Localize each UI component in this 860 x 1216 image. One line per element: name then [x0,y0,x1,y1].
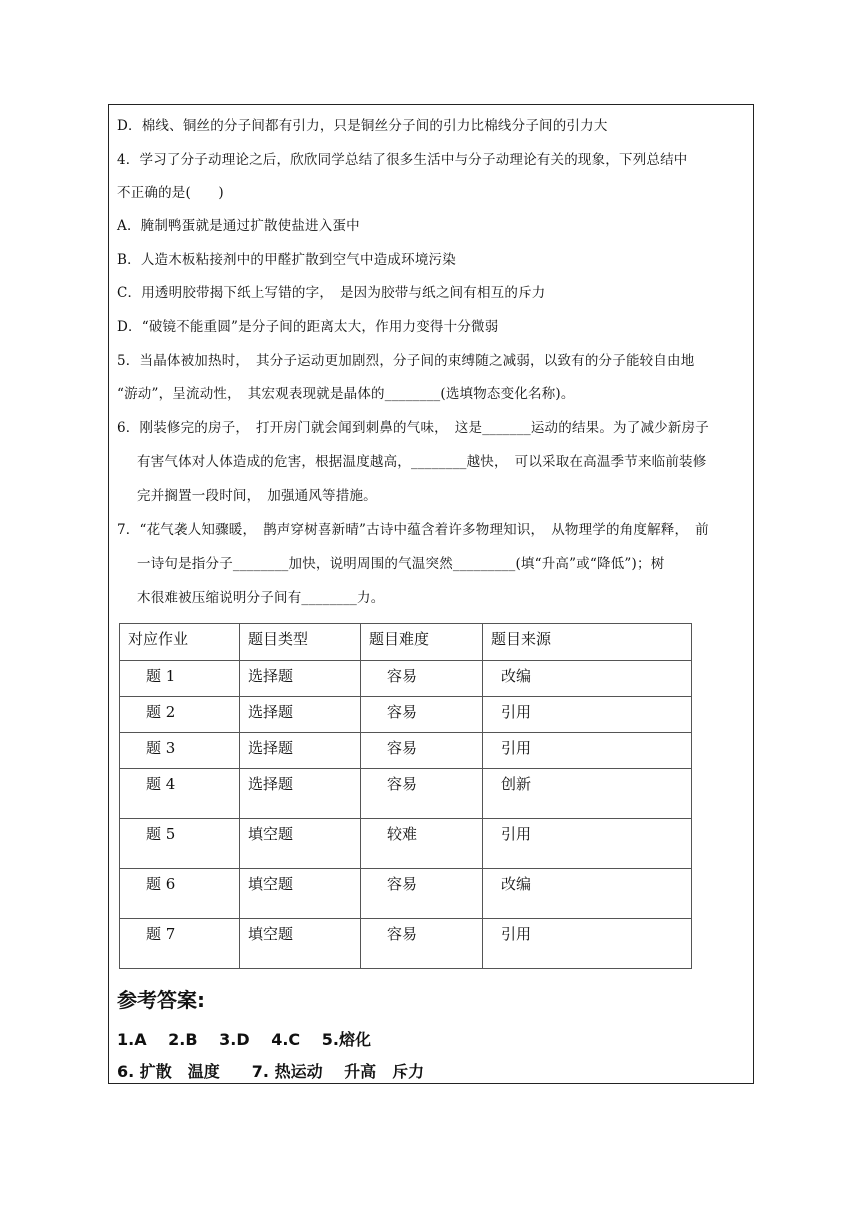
option-4a: A．腌制鸭蛋就是通过扩散使盐进入蛋中 [117,218,360,234]
table-cell: 引用 [483,819,692,869]
table-cell: 填空题 [240,919,361,969]
table-row [120,733,692,769]
option-4d: D．“破镜不能重圆”是分子间的距离太大，作用力变得十分微弱 [117,319,499,335]
table-cell: 较难 [361,819,483,869]
question-7-line1: 7．“花气袭人知骤暖， 鹊声穿树喜新晴”古诗中蕴含着许多物理知识， 从物理学的角度解释， 前 [117,522,709,538]
table-cell: 题 2 [120,697,240,733]
table-cell: 题 5 [120,819,240,869]
table-row [120,919,692,969]
answers-line-1: 1.A 2.B 3.D 4.C 5.熔化 [117,1030,371,1049]
table-cell: 引用 [483,919,692,969]
question-6-line2: 有害气体对人体造成的危害，根据温度越高，________越快， 可以采取在高温季节来临前装修 [137,454,707,470]
question-6-line1: 6．刚装修完的房子， 打开房门就会闻到刺鼻的气味， 这是_______运动的结果。为了减少新房子 [117,420,709,436]
table-header-row [120,624,692,661]
table-cell: 填空题 [240,819,361,869]
table-cell: 题 7 [120,919,240,969]
table-cell: 题 3 [120,733,240,769]
option-4b: B．人造木板粘接剂中的甲醛扩散到空气中造成环境污染 [117,252,456,268]
question-4-stem-cont: 不正确的是( ) [117,185,224,201]
table-cell: 题 6 [120,869,240,919]
option-3d: D．棉线、铜丝的分子间都有引力，只是铜丝分子间的引力比棉线分子间的引力大 [117,118,608,134]
answers-line-2: 6. 扩散 温度 7. 热运动 升高 斥力 [117,1062,425,1081]
table-cell: 填空题 [240,869,361,919]
question-4-stem: 4．学习了分子动理论之后，欣欣同学总结了很多生活中与分子动理论有关的现象，下列总结中 [117,152,688,168]
header-cell: 对应作业 [120,624,240,661]
table-cell: 容易 [361,697,483,733]
header-cell: 题目难度 [361,624,483,661]
question-5-line2: “游动”，呈流动性， 其宏观表现就是晶体的________(选填物态变化名称)。 [117,386,575,402]
table-row [120,697,692,733]
table-cell: 选择题 [240,733,361,769]
table-row [120,769,692,819]
table-cell: 容易 [361,919,483,969]
table-row [120,819,692,869]
table-cell: 改编 [483,661,692,697]
question-7-line2: 一诗句是指分子________加快，说明周围的气温突然_________(填“升高”或“降低”)；树 [137,556,665,572]
table-cell: 引用 [483,697,692,733]
table-cell: 选择题 [240,697,361,733]
table-cell: 创新 [483,769,692,819]
table-cell: 容易 [361,733,483,769]
option-4c: C．用透明胶带揭下纸上写错的字， 是因为胶带与纸之间有相互的斥力 [117,285,546,301]
table-row [120,661,692,697]
table-cell: 容易 [361,869,483,919]
question-5-line1: 5．当晶体被加热时， 其分子运动更加剧烈，分子间的束缚随之减弱，以致有的分子能较自由地 [117,353,695,369]
header-cell: 题目来源 [483,624,692,661]
table-cell: 容易 [361,769,483,819]
table-cell: 改编 [483,869,692,919]
table-cell: 容易 [361,661,483,697]
table-cell: 引用 [483,733,692,769]
header-cell: 题目类型 [240,624,361,661]
question-6-line3: 完并搁置一段时间， 加强通风等措施。 [137,488,377,504]
table-cell: 选择题 [240,661,361,697]
assignment-info-table [119,623,692,969]
table-cell: 题 1 [120,661,240,697]
table-cell: 题 4 [120,769,240,819]
table-row [120,869,692,919]
answers-title: 参考答案: [117,988,205,1012]
question-7-line3: 木很难被压缩说明分子间有________力。 [137,590,385,606]
table-cell: 选择题 [240,769,361,819]
